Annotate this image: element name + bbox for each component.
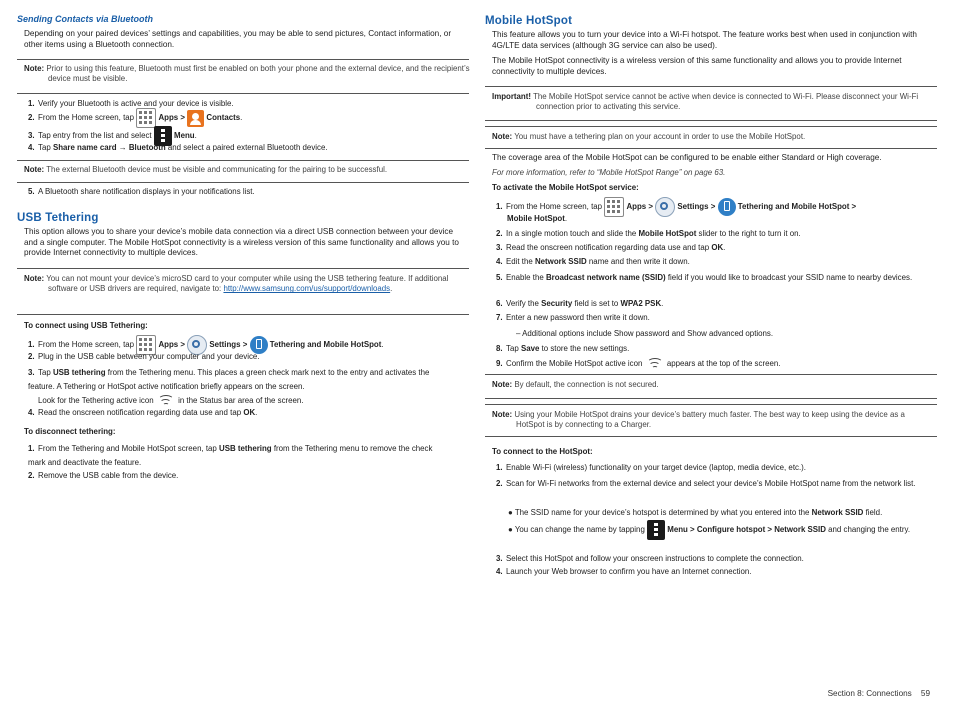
bt-step-5: 5. A Bluetooth share notification displays in your notifications list. — [28, 187, 255, 196]
note-text: Prior to using this feature, Bluetooth must first be enabled on both your phone and the external device, and the recipient’s device must be visible. — [46, 64, 470, 84]
bt-step-3: 3. Tap entry from the list and select Menu. — [28, 126, 197, 146]
connect-bullet-2: ● You can change the name by tapping Menu > Configure hotspot > Network SSID and changing the entry. — [508, 520, 928, 540]
footer-section: Section 8: Connections — [827, 689, 912, 698]
divider — [485, 404, 937, 405]
usb-note: Note: You can not mount your device’s microSD card to your computer while using the USB tethering feature. If additional software or USB drivers are required, navigate to: http://www.samsung.com/us/support/downloads. — [24, 274, 449, 294]
divider — [485, 126, 937, 127]
usb-connect-title: To connect using USB Tethering: — [24, 321, 148, 330]
divider — [485, 148, 937, 149]
activate-step-4: 4. Edit the Network SSID name and then write it down. — [496, 257, 690, 266]
hotspot-note-2: Note: By default, the connection is not secured. — [492, 380, 659, 389]
hotspot-note-3: Note: Using your Mobile HotSpot drains your device’s battery much faster. The best way to keep using the device as a HotSpot is by connecting to a Charger. — [492, 410, 905, 430]
hotspot-heading: Mobile HotSpot — [485, 15, 573, 27]
activate-step-2: 2. In a single motion touch and slide the Mobile HotSpot slider to the right to turn it on. — [496, 229, 801, 238]
page-number: 59 — [920, 689, 930, 698]
tethering-icon — [718, 198, 736, 216]
connect-step-2: 2. Scan for Wi-Fi networks from the external device and select your device’s Mobile HotSpot name from the network list. — [496, 479, 916, 488]
activate-title: To activate the Mobile HotSpot service: — [492, 183, 639, 192]
apps-grid-icon — [136, 108, 156, 128]
connect-step-1: 1. Enable Wi-Fi (wireless) functionality on your target device (laptop, media device, etc.). — [496, 463, 806, 472]
divider — [17, 314, 469, 315]
activate-step-1: 1. From the Home screen, tap Apps > Settings > Tethering and Mobile HotSpot > — [496, 197, 856, 217]
usb-heading: USB Tethering — [17, 212, 99, 224]
activate-step-9: 9. Confirm the Mobile HotSpot active icon appears at the top of the screen. — [496, 355, 780, 373]
bt-step-1: 1. Verify your Bluetooth is active and your device is visible. — [28, 99, 234, 108]
hotspot-active-icon — [645, 355, 665, 373]
connect-step-3: 3. Select this HotSpot and follow your onscreen instructions to complete the connection. — [496, 554, 804, 563]
page-footer — [828, 689, 930, 700]
bt-note — [24, 64, 480, 85]
divider — [17, 268, 469, 269]
connect-step-4: 4. Launch your Web browser to confirm you have an Internet connection. — [496, 567, 752, 576]
activate-step-8: 8. Tap Save to store the new settings. — [496, 344, 630, 353]
contacts-icon — [187, 110, 204, 127]
divider — [17, 160, 469, 161]
activate-step-3: 3. Read the onscreen notification regarding data use and tap OK. — [496, 243, 726, 252]
usb-disconnect-step-1: 1. From the Tethering and Mobile HotSpot screen, tap USB tethering from the Tethering menu to remove the check mark and deactivate the feature. — [28, 444, 433, 467]
usb-intro: This option allows you to share your device’s mobile data connection via a direct USB connection between your device and a single computer. The Mobile HotSpot connectivity is a wireless version of this same functionality and allows you to provide Internet connectivity to multiple devices. — [24, 227, 459, 258]
divider — [485, 86, 937, 87]
apps-grid-icon — [604, 197, 624, 217]
divider — [17, 59, 469, 60]
bt-note-2: Note: The external Bluetooth device must be visible and communicating for the pairing to be successful. — [24, 165, 388, 174]
activate-step-5: 5. Enable the Broadcast network name (SSID) field if you would like to broadcast your SSID name to nearby devices. — [496, 273, 913, 282]
samsung-support-link[interactable]: http://www.samsung.com/us/support/downloads — [223, 284, 391, 294]
usb-connect-step-3: 3. Tap USB tethering from the Tethering menu. This places a green check mark next to the entry and activates the feature. A Tethering or HotSpot active notification briefly appears on the screen. — [28, 368, 430, 391]
important-note: Important! The Mobile HotSpot service cannot be active when device is connected to Wi-Fi. Please disconnect your Wi-Fi connection prior to activating this service. — [492, 92, 919, 112]
usb-connect-step-4: 4. Read the onscreen notification regarding data use and tap OK. — [28, 408, 258, 417]
menu-icon — [647, 520, 665, 540]
usb-disconnect-step-2: 2. Remove the USB cable from the device. — [28, 471, 179, 480]
usb-connect-step-2: 2. Plug in the USB cable between your computer and your device. — [28, 352, 260, 361]
usb-disconnect-title: To disconnect tethering: — [24, 427, 116, 436]
divider — [17, 93, 469, 94]
divider — [485, 398, 937, 399]
bt-step-2: 2. From the Home screen, tap Apps > Contacts. — [28, 108, 242, 128]
divider — [485, 120, 937, 121]
note-label: Note: — [24, 64, 45, 73]
connect-title: To connect to the HotSpot: — [492, 447, 593, 456]
bt-step-4: 4. Tap Share name card → Bluetooth and select a paired external Bluetooth device. — [28, 143, 328, 152]
settings-icon — [655, 197, 675, 217]
activate-step-1-cont: Mobile HotSpot. — [507, 214, 568, 223]
hotspot-intro-2: The Mobile HotSpot connectivity is a wireless version of this same functionality and allows you to provide Internet connectivity to multiple devices. — [492, 56, 902, 76]
divider — [485, 436, 937, 437]
divider — [485, 374, 937, 375]
coverage-text: The coverage area of the Mobile HotSpot can be configured to be enable either Standard or High coverage. — [492, 153, 882, 162]
more-info: For more information, refer to “Mobile HotSpot Range” on page 63. — [492, 168, 726, 177]
activate-step-7-sub: – Additional options include Show password and Show advanced options. — [516, 329, 774, 338]
hotspot-note-1: Note: You must have a tethering plan on your account in order to use the Mobile HotSpot. — [492, 132, 806, 141]
bt-intro: Depending on your paired devices’ settings and capabilities, you may be able to send pictures, Contact information, or other items using a Bluetooth connection. — [24, 29, 452, 49]
bt-heading: Sending Contacts via Bluetooth — [17, 14, 154, 24]
usb-connect-step-3-look: Look for the Tethering active icon in the Status bar area of the screen. — [38, 392, 304, 410]
divider — [17, 182, 469, 183]
connect-bullet-1: ● The SSID name for your device’s hotspot is determined by what you entered into the Network SSID field. — [508, 508, 883, 517]
hotspot-intro-1: This feature allows you to turn your device into a Wi-Fi hotspot. The feature works best when used in conjunction with 4G/LTE data services (although 3G service can also be used). — [492, 30, 917, 50]
activate-step-6: 6. Verify the Security field is set to WPA2 PSK. — [496, 299, 664, 308]
usb-connect-step-1: 1. From the Home screen, tap Apps > Settings > Tethering and Mobile HotSpot. — [28, 335, 384, 355]
activate-step-7: 7. Enter a new password then write it down. — [496, 313, 650, 322]
